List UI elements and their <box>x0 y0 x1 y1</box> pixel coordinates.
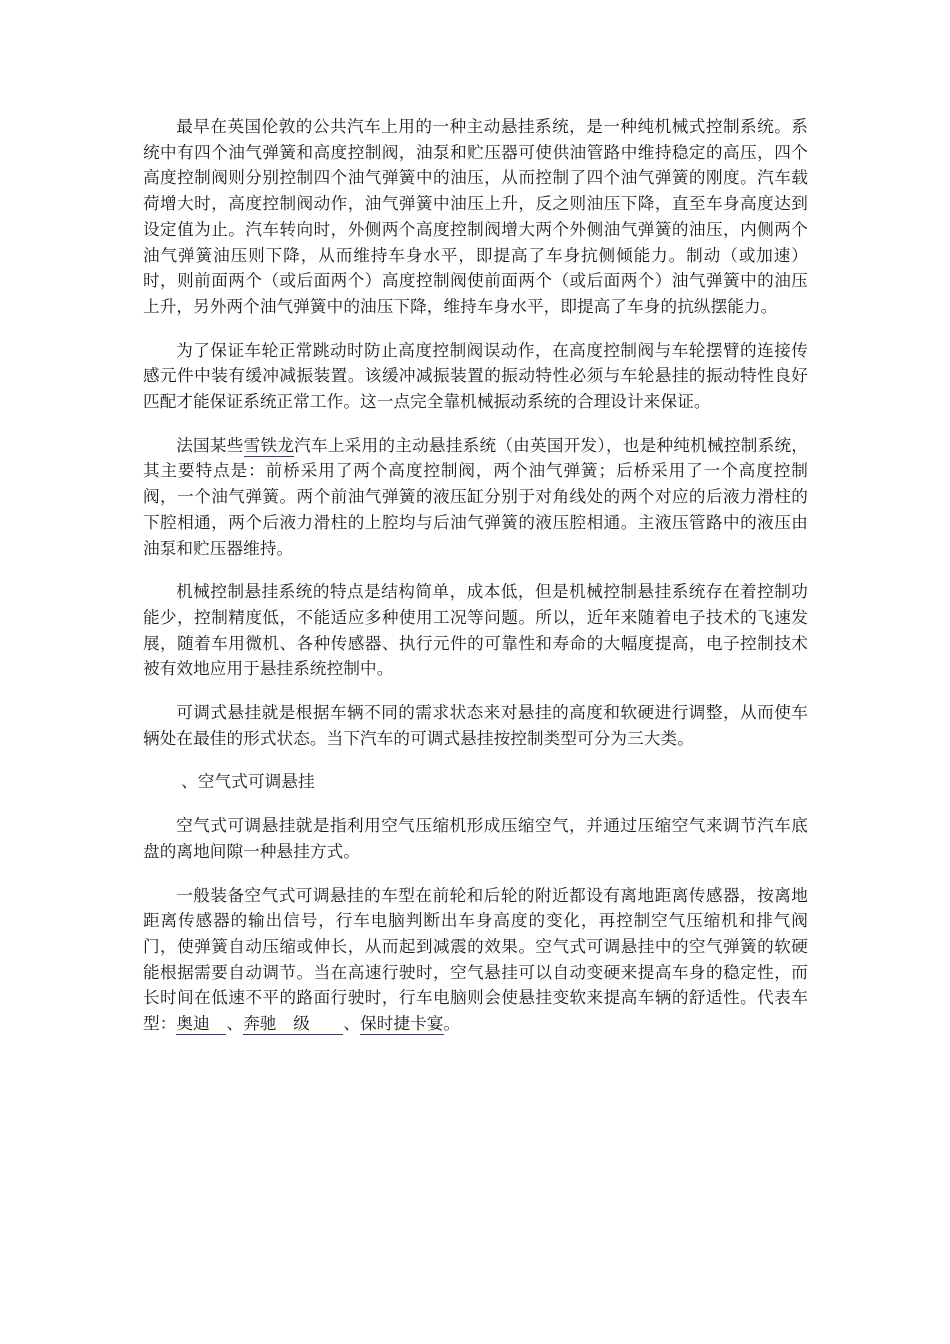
paragraph-end: 。 <box>443 1014 461 1034</box>
paragraph-text: 一般装备空气式可调悬挂的车型在前轮和后轮的附近都设有离地距离传感器，按离地距离传感器的输出信号，行车电脑判断出车身高度的变化，再控制空气压缩机和排气阀门，使弹簧自动压缩或伸长，从而起到减震的效果。空气式可调悬挂中的空气弹簧的软硬能根据需要自动调节。当在高速行驶时，空气悬挂可以自动变硬来提高车身的稳定性，而长时间在低速不平的路面行驶时，行车电脑则会使悬挂变软来提高车辆的舒适性。代表车型： <box>143 885 808 1034</box>
paragraph-air-suspension-definition: 空气式可调悬挂就是指利用空气压缩机形成压缩空气，并通过压缩空气来调节汽车底盘的离地间隙一种悬挂方式。 <box>143 816 808 861</box>
paragraph-adjustable-suspension: 可调式悬挂就是根据车辆不同的需求状态来对悬挂的高度和软硬进行调整，从而使车辆处在最佳的形式状态。当下汽车的可调式悬挂按控制类型可分为三大类。 <box>143 703 808 748</box>
section-heading-air-suspension: 、空气式可调悬挂 <box>181 772 315 792</box>
link-audi[interactable]: 奥迪 <box>176 1014 227 1034</box>
paragraph-air-suspension-details <box>143 883 808 1037</box>
paragraph-london-bus-suspension: 最早在英国伦敦的公共汽车上用的一种主动悬挂系统，是一种纯机械式控制系统。系统中有四个油气弹簧和高度控制阀，油泵和贮压器可使供油管路中维持稳定的高压，四个高度控制阀则分别控制四个油气弹簧中的油压，从而控制了四个油气弹簧的刚度。汽车载荷增大时，高度控制阀动作，油气弹簧中油压上升，反之则油压下降，直至车身高度达到设定值为止。汽车转向时，外侧两个高度控制阀增大两个外侧油气弹簧的油压，内侧两个油气弹簧油压则下降，从而维持车身水平，即提高了车身抗侧倾能力。制动（或加速）时，则前面两个（或后面两个）高度控制阀使前面两个（或后面两个）油气弹簧中的油压上升，另外两个油气弹簧中的油压下降，维持车身水平，即提高了车身的抗纵摆能力。 <box>143 117 808 316</box>
link-porsche-cayenne[interactable]: 保时捷卡宴 <box>360 1014 444 1034</box>
link-citroen[interactable]: 雪铁龙 <box>243 435 295 455</box>
separator: 、 <box>343 1014 361 1034</box>
document-body <box>143 114 808 1055</box>
paragraph-text: 法国某些 <box>176 435 244 455</box>
paragraph-buffer-device: 为了保证车轮正常跳动时防止高度控制阀误动作，在高度控制阀与车轮摆臂的连接传感元件中装有缓冲减振装置。该缓冲减振装置的振动特性必须与车轮悬挂的振动特性良好匹配才能保证系统正常工作。这一点完全靠机械振动系统的合理设计来保证。 <box>143 340 808 412</box>
separator: 、 <box>226 1014 244 1034</box>
paragraph-text: 汽车上采用的主动悬挂系统（由英国开发），也是种纯机械控制系统，其主要特点是：前桥采用了两个高度控制阀，两个油气弹簧；后桥采用了一个高度控制阀，一个油气弹簧。两个前油气弹簧的液压缸分别于对角线处的两个对应的后液力滑柱的下腔相通，两个后液力滑柱的上腔均与后油气弹簧的液压腔相通。主液压管路中的液压由油泵和贮压器维持。 <box>143 435 808 558</box>
paragraph-mechanical-control: 机械控制悬挂系统的特点是结构简单，成本低，但是机械控制悬挂系统存在着控制功能少，控制精度低，不能适应多种使用工况等问题。所以，近年来随着电子技术的飞速发展，随着车用微机、各种传感器、执行元件的可靠性和寿命的大幅度提高，电子控制技术被有效地应用于悬挂系统控制中。 <box>143 582 808 679</box>
paragraph-citroen-suspension <box>143 433 808 562</box>
link-mercedes[interactable]: 奔驰 级 <box>243 1014 344 1034</box>
